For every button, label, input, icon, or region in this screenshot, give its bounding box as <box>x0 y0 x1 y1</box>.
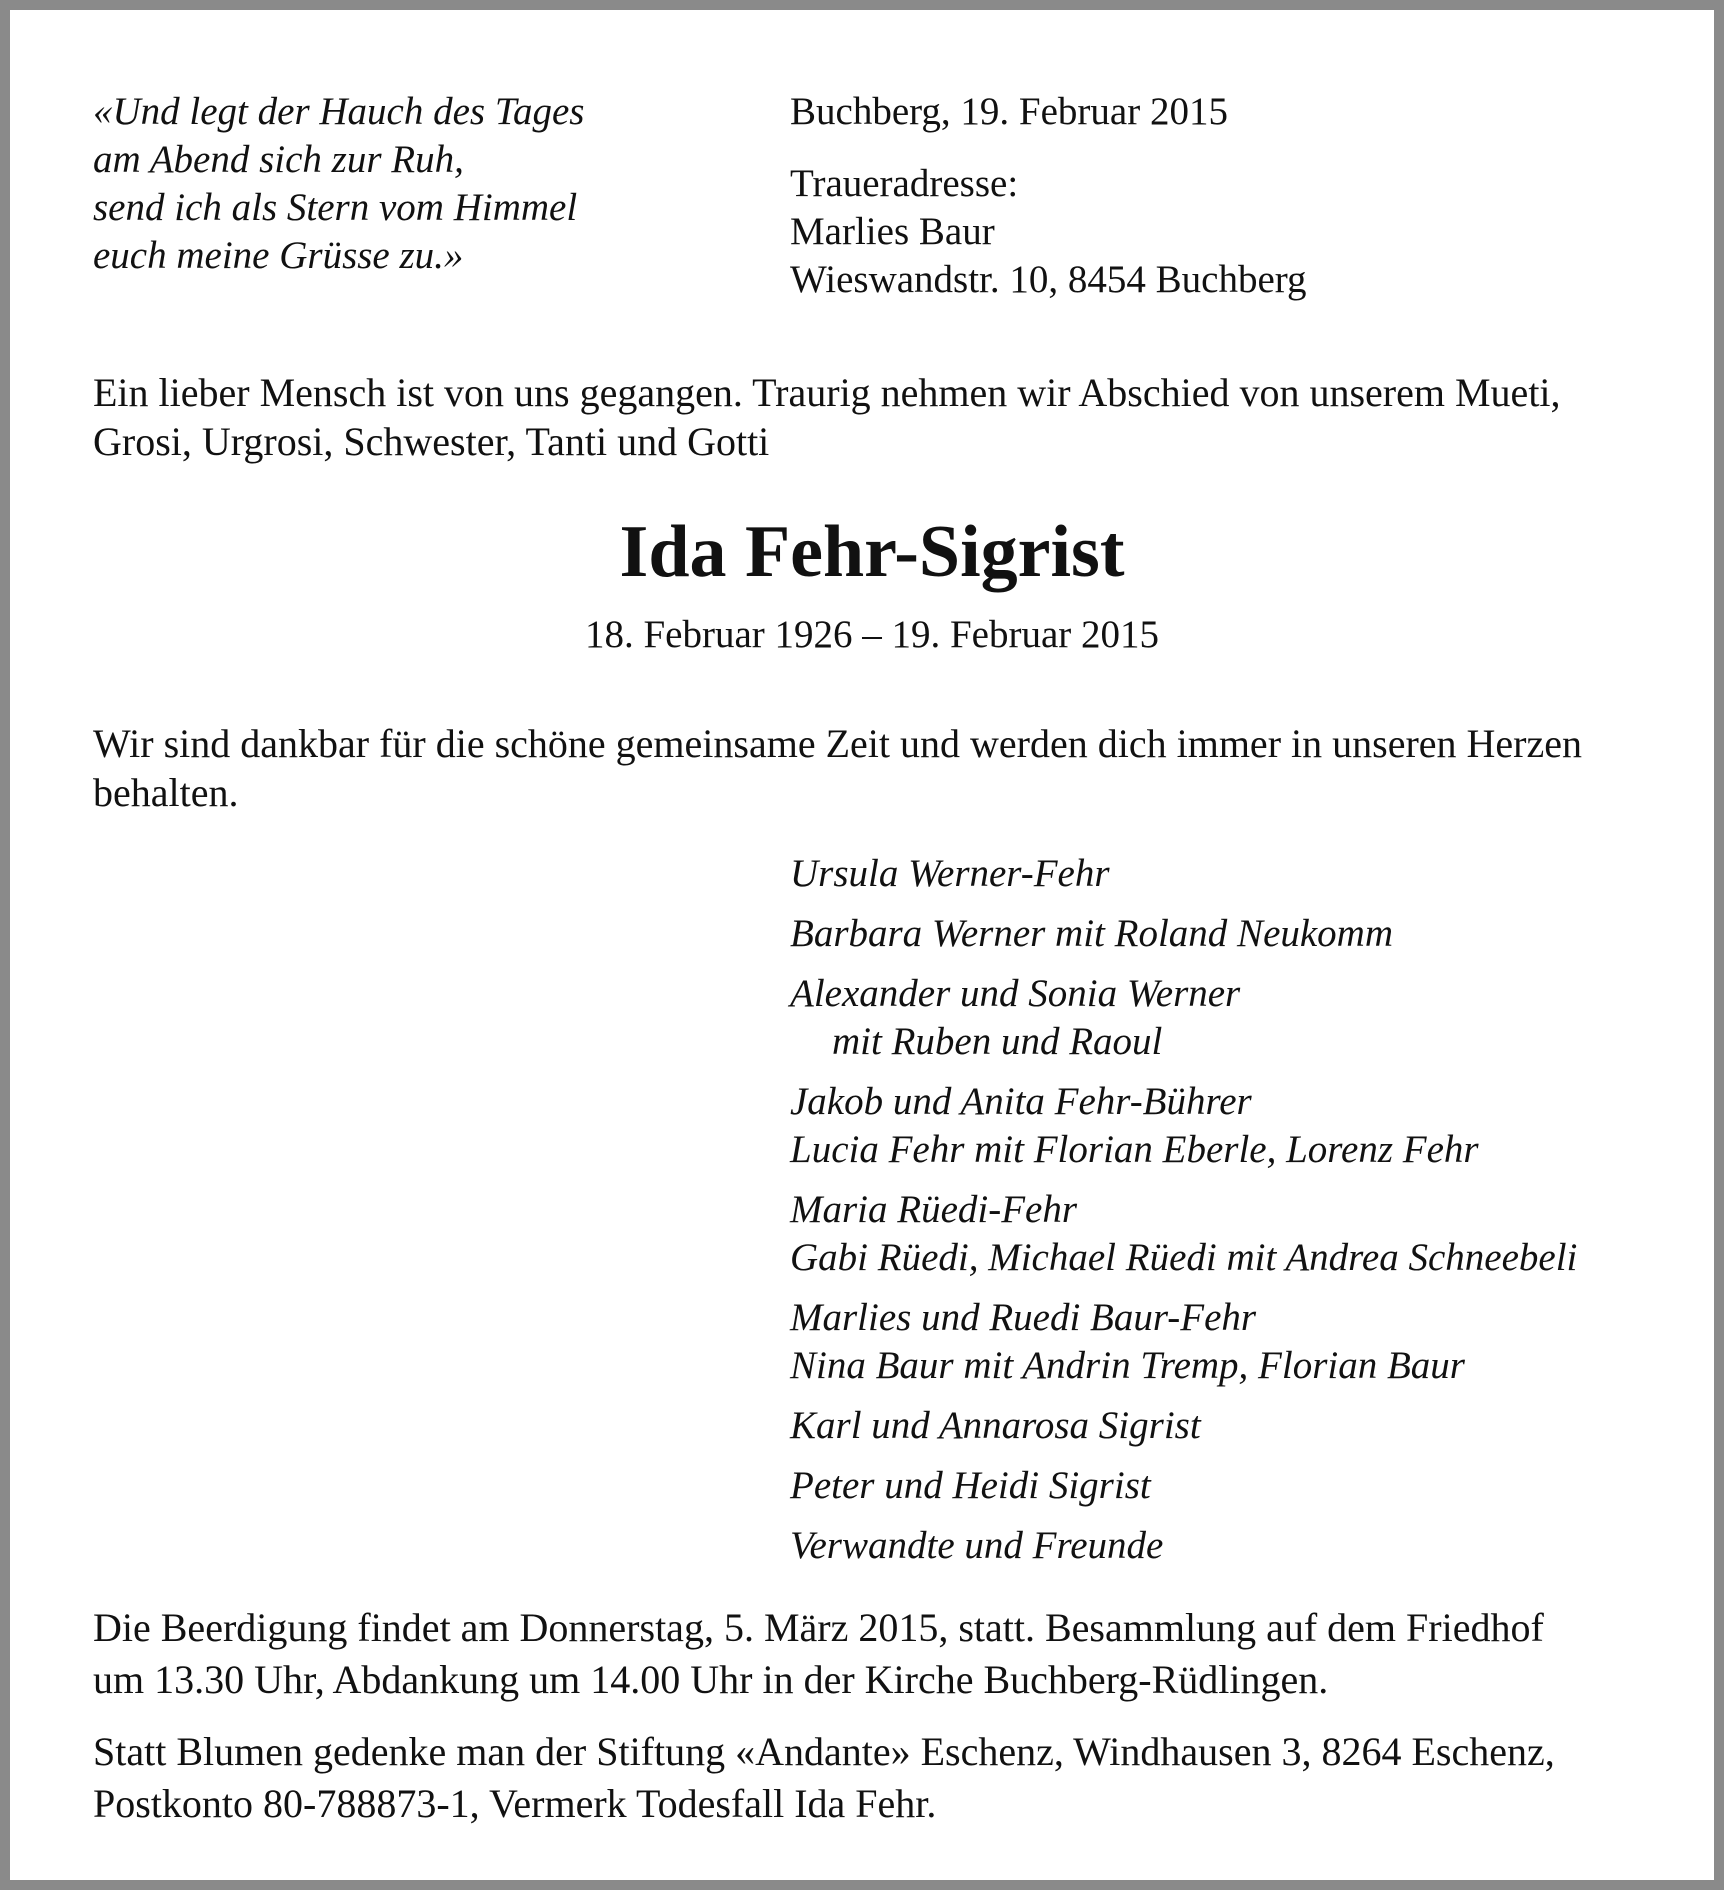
thanks-line: behalten. <box>93 770 239 815</box>
mourners-list <box>790 850 1577 1582</box>
thanks-text <box>93 719 1653 817</box>
mourner-group <box>790 1402 1577 1450</box>
mourner-group <box>790 1462 1577 1510</box>
poem-line: «Und legt der Hauch des Tages <box>93 90 585 133</box>
mourner-line: mit Ruben und Raoul <box>832 1020 1163 1063</box>
intro-text <box>93 368 1653 466</box>
mourner-line: Jakob und Anita Fehr-Bührer <box>790 1080 1252 1123</box>
mourner-group <box>790 910 1577 958</box>
poem-line: euch meine Grüsse zu.» <box>93 234 464 277</box>
intro-line: Grosi, Urgrosi, Schwester, Tanti und Gotti <box>93 419 770 464</box>
poem-line: send ich als Stern vom Himmel <box>93 186 578 229</box>
mourner-group <box>790 970 1577 1066</box>
mourning-address <box>790 160 1307 304</box>
mourner-group <box>790 1078 1577 1174</box>
poem-quote <box>93 88 584 280</box>
mourner-line: Alexander und Sonia Werner <box>790 972 1241 1015</box>
life-dates: 18. Februar 1926 – 19. Februar 2015 <box>584 613 1160 656</box>
address-name: Marlies Baur <box>790 210 995 253</box>
donation-info <box>93 1726 1653 1830</box>
intro-line: Ein lieber Mensch ist von uns gegangen. Traurig nehmen wir Abschied von unserem Mueti, <box>93 370 1561 415</box>
thanks-line: Wir sind dankbar für die schöne gemeinsame Zeit und werden dich immer in unseren Herzen <box>93 721 1582 766</box>
mourner-line: Nina Baur mit Andrin Tremp, Florian Baur <box>790 1344 1465 1387</box>
mourner-line: Peter und Heidi Sigrist <box>790 1464 1151 1507</box>
mourner-line: Lucia Fehr mit Florian Eberle, Lorenz Fehr <box>790 1128 1479 1171</box>
mourner-line: Verwandte und Freunde <box>790 1524 1164 1567</box>
funeral-info <box>93 1602 1653 1706</box>
mourner-group <box>790 850 1577 898</box>
mourner-group <box>790 1294 1577 1390</box>
funeral-line: Die Beerdigung findet am Donnerstag, 5. März 2015, statt. Besammlung auf dem Friedhof <box>93 1605 1544 1650</box>
mourner-line: Gabi Rüedi, Michael Rüedi mit Andrea Schneebeli <box>790 1236 1578 1279</box>
mourner-line: Maria Rüedi-Fehr <box>790 1188 1078 1231</box>
deceased-name: Ida Fehr-Sigrist <box>619 511 1125 593</box>
donation-line: Statt Blumen gedenke man der Stiftung «Andante» Eschenz, Windhausen 3, 8264 Eschenz, <box>93 1729 1555 1774</box>
mourner-line: Barbara Werner mit Roland Neukomm <box>790 912 1394 955</box>
address-label: Traueradresse: <box>790 162 1019 205</box>
mourner-line: Karl und Annarosa Sigrist <box>790 1404 1201 1447</box>
address-street: Wieswandstr. 10, 8454 Buchberg <box>790 258 1307 301</box>
funeral-line: um 13.30 Uhr, Abdankung um 14.00 Uhr in der Kirche Buchberg-Rüdlingen. <box>93 1657 1329 1702</box>
mourner-group <box>790 1186 1577 1282</box>
poem-line: am Abend sich zur Ruh, <box>93 138 464 181</box>
mourner-group <box>790 1522 1577 1570</box>
donation-line: Postkonto 80-788873-1, Vermerk Todesfall Ida Fehr. <box>93 1781 937 1826</box>
mourner-line: Ursula Werner-Fehr <box>790 852 1110 895</box>
mourner-line: Marlies und Ruedi Baur-Fehr <box>790 1296 1257 1339</box>
place-date: Buchberg, 19. Februar 2015 <box>790 90 1228 133</box>
obituary-page <box>10 10 1714 1880</box>
